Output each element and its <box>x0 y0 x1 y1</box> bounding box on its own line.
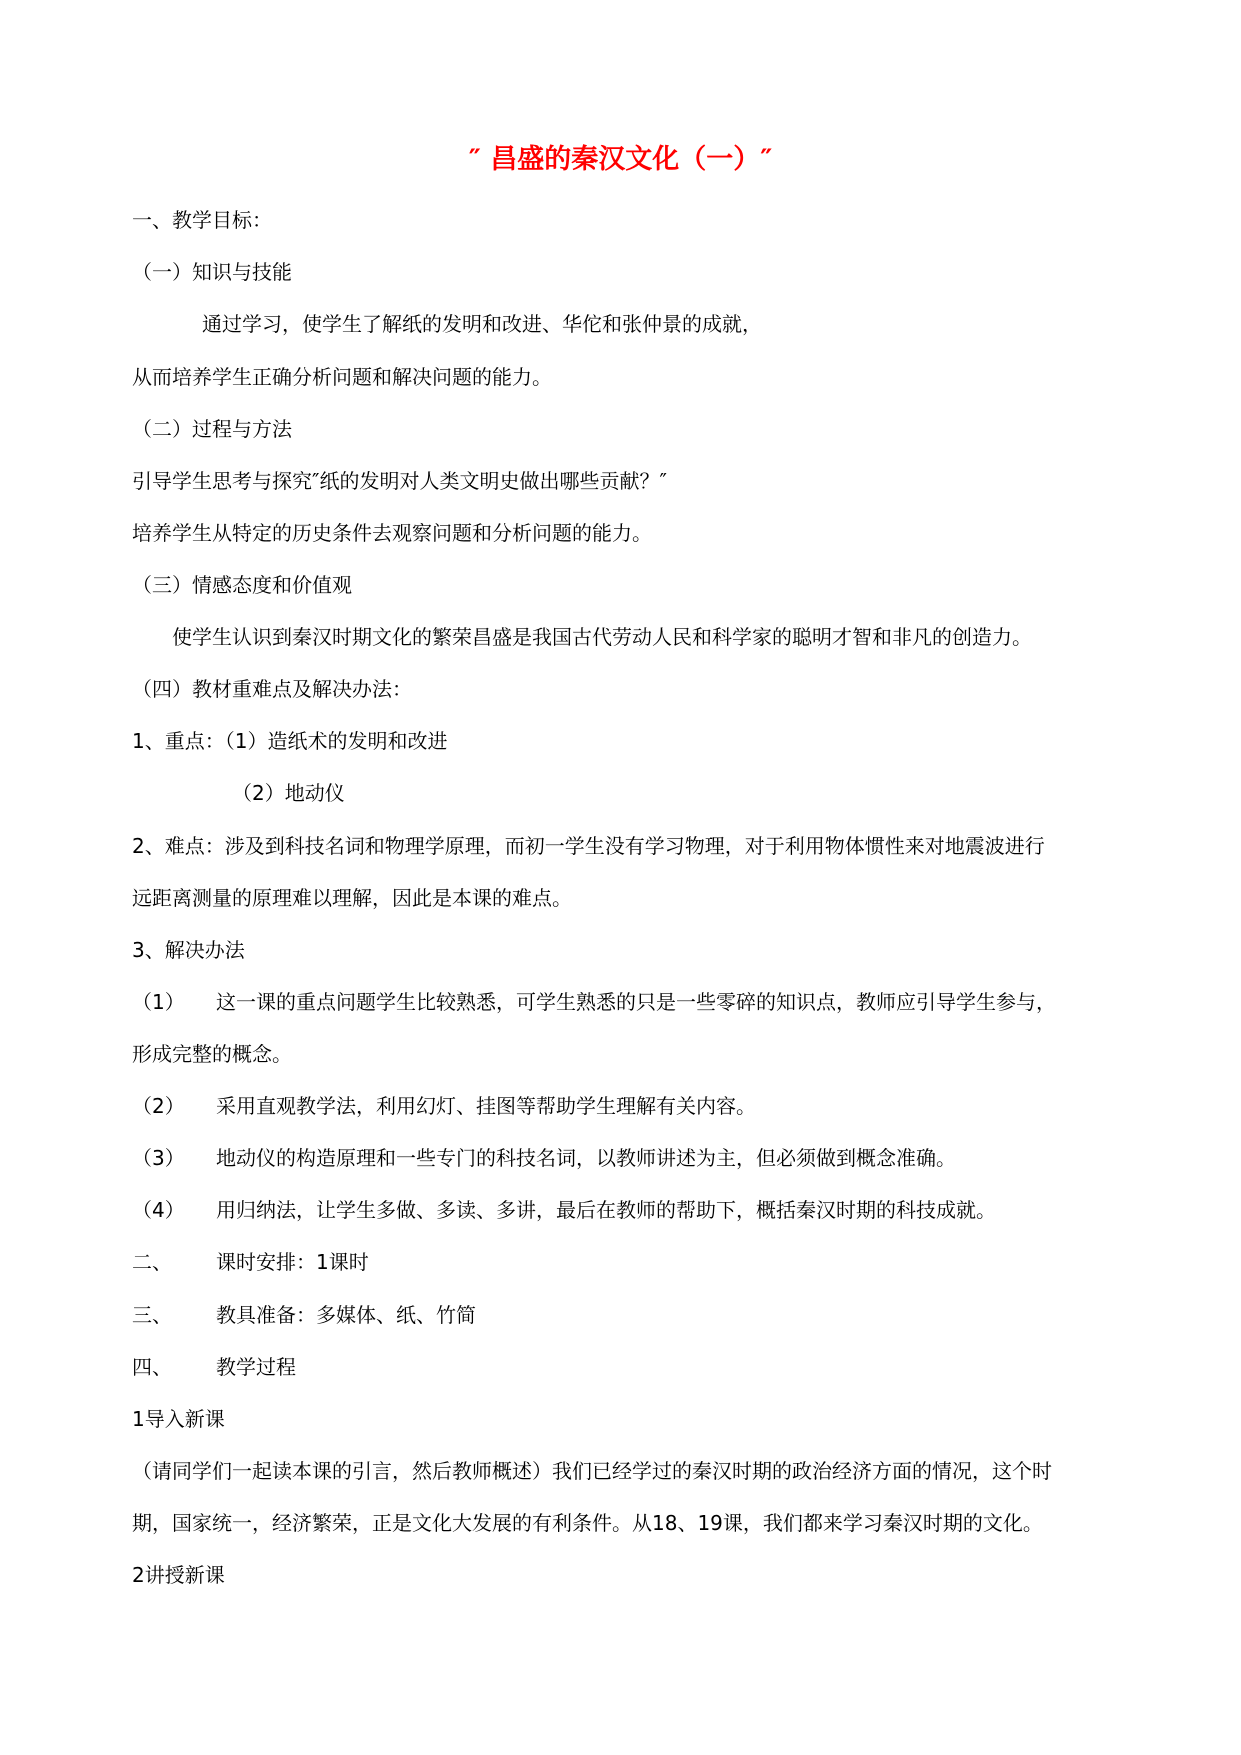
section-4-number: 四、 <box>132 1355 172 1379</box>
solution-item-4-text: 用归纳法，让学生多做、多读、多讲，最后在教师的帮助下，概括秦汉时期的科技成就。 <box>216 1198 996 1222</box>
section-3-text: 教具准备：多媒体、纸、竹简 <box>216 1303 476 1327</box>
solution-heading: 3、解决办法 <box>132 938 245 962</box>
section-3-number: 三、 <box>132 1303 172 1327</box>
section-4-text: 教学过程 <box>216 1355 296 1379</box>
paragraph-knowledge-2: 从而培养学生正确分析问题和解决问题的能力。 <box>132 365 552 389</box>
section-2-number: 二、 <box>132 1250 172 1274</box>
section-2-text: 课时安排：1课时 <box>216 1250 369 1274</box>
paragraph-process-1: 引导学生思考与探究″纸的发明对人类文明史做出哪些贡献？″ <box>132 469 667 493</box>
paragraph-knowledge-1: 通过学习，使学生了解纸的发明和改进、华佗和张仲景的成就， <box>202 312 762 336</box>
solution-item-2 <box>132 1092 756 1120</box>
solution-item-1-text: 这一课的重点问题学生比较熟悉，可学生熟悉的只是一些零碎的知识点，教师应引导学生参与， <box>216 990 1056 1014</box>
subsection-heading-attitude-values: （三）情感态度和价值观 <box>132 573 352 597</box>
subsection-heading-process-method: （二）过程与方法 <box>132 417 292 441</box>
step-1-heading: 1导入新课 <box>132 1407 225 1431</box>
section-2-class-hours <box>132 1248 369 1276</box>
difficult-points-line-1: 2、难点：涉及到科技名词和物理学原理，而初一学生没有学习物理，对于利用物体惯性来对地震波进行 <box>132 834 1045 858</box>
solution-item-1-continued: 形成完整的概念。 <box>132 1042 292 1066</box>
step-1-paragraph-2: 期，国家统一，经济繁荣，正是文化大发展的有利条件。从18、19课，我们都来学习秦汉时期的文化。 <box>132 1511 1043 1535</box>
solution-item-4 <box>132 1196 996 1224</box>
solution-item-1-number: （1） <box>132 990 185 1014</box>
solution-item-3 <box>132 1144 956 1172</box>
solution-item-3-text: 地动仪的构造原理和一些专门的科技名词，以教师讲述为主，但必须做到概念准确。 <box>216 1146 956 1170</box>
solution-item-2-text: 采用直观教学法，利用幻灯、挂图等帮助学生理解有关内容。 <box>216 1094 756 1118</box>
subsection-heading-knowledge-skills: （一）知识与技能 <box>132 260 292 284</box>
subsection-heading-key-difficulties: （四）教材重难点及解决办法： <box>132 677 412 701</box>
section-4-teaching-process <box>132 1353 296 1381</box>
step-2-heading: 2讲授新课 <box>132 1563 225 1587</box>
key-points-line-2: （2）地动仪 <box>232 781 345 805</box>
key-points-line-1: 1、重点：（1）造纸术的发明和改进 <box>132 729 448 753</box>
solution-item-2-number: （2） <box>132 1094 185 1118</box>
solution-item-3-number: （3） <box>132 1146 185 1170</box>
paragraph-process-2: 培养学生从特定的历史条件去观察问题和分析问题的能力。 <box>132 521 652 545</box>
step-1-paragraph-1: （请同学们一起读本课的引言，然后教师概述）我们已经学过的秦汉时期的政治经济方面的情况，这个时 <box>132 1459 1052 1483</box>
section-3-teaching-aids <box>132 1301 476 1329</box>
solution-item-1 <box>132 988 1056 1016</box>
paragraph-attitude: 使学生认识到秦汉时期文化的繁荣昌盛是我国古代劳动人民和科学家的聪明才智和非凡的创造力。 <box>172 625 1032 649</box>
document-title: ″ 昌盛的秦汉文化（一）″ <box>468 144 773 175</box>
section-heading-objectives: 一、教学目标： <box>132 208 272 232</box>
solution-item-4-number: （4） <box>132 1198 185 1222</box>
difficult-points-line-2: 远距离测量的原理难以理解，因此是本课的难点。 <box>132 886 572 910</box>
